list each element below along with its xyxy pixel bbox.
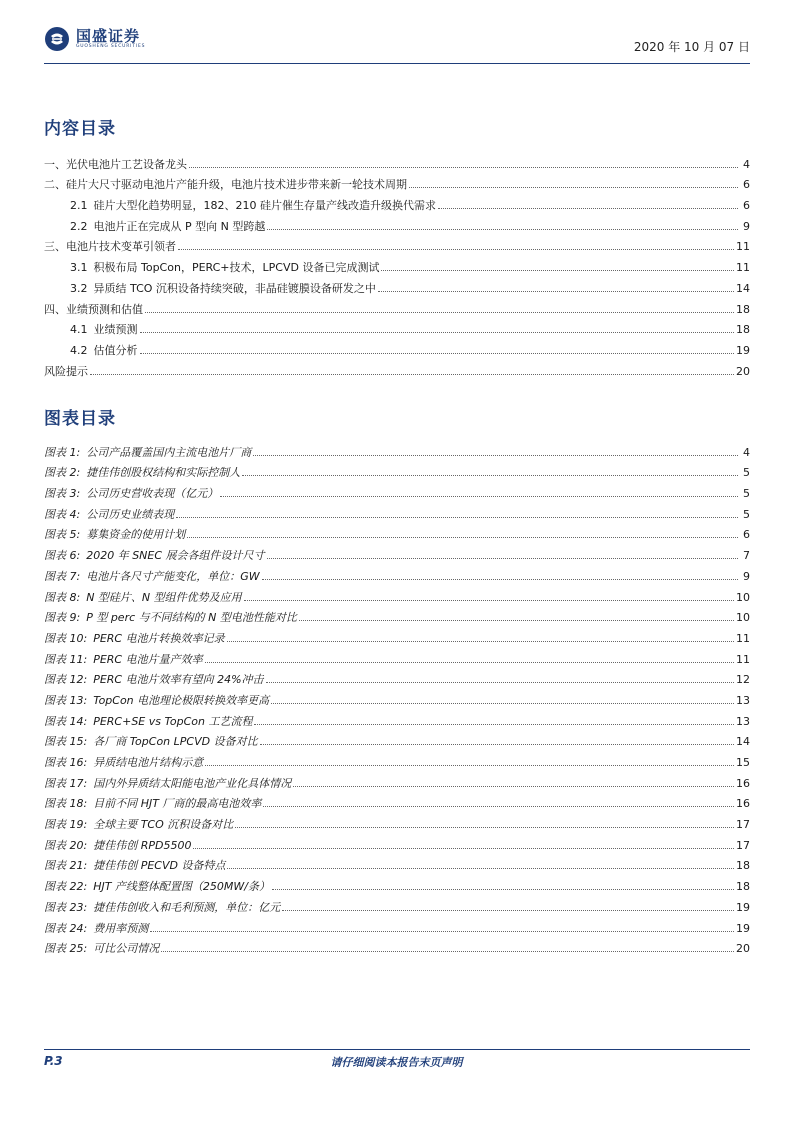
leader-dots (272, 889, 734, 890)
figure-entry[interactable] (44, 541, 750, 562)
figure-entry-text: 各厂商 TopCon LPCVD 设备对比 (93, 735, 258, 749)
figure-entry-number: 图表 14: (44, 714, 88, 728)
brand-name-en: GUOSHENG SECURITIES (76, 44, 146, 49)
figure-entry-number: 图表 18: (44, 797, 88, 811)
figure-entry-label (44, 673, 264, 686)
figure-entry-page: 4 (743, 445, 750, 459)
figure-entry[interactable] (44, 666, 750, 687)
figure-entry-label (44, 549, 265, 562)
figure-entry-text: 公司历史营收表现（亿元） (86, 487, 219, 501)
figure-entry-page: 18 (736, 859, 750, 873)
figure-entry-text: 捷佳伟创 RPD5500 (93, 838, 192, 852)
guosheng-logo-icon (44, 26, 70, 52)
figure-entry-number: 图表 19: (44, 818, 88, 832)
figure-entry-number: 图表 12: (44, 673, 88, 687)
figure-entry-label (44, 735, 258, 748)
leader-dots (193, 848, 734, 849)
toc-entry[interactable] (44, 253, 750, 274)
leader-dots (187, 537, 738, 538)
figure-entry-number: 图表 6: (44, 549, 81, 563)
leader-dots (145, 312, 734, 313)
toc-entry[interactable] (44, 336, 750, 357)
leader-dots (150, 931, 734, 932)
figure-entry-text: 费用率预测 (93, 921, 149, 935)
figure-entry-number: 图表 2: (44, 466, 81, 480)
figure-entry-text: TopCon 电池理论极限转换效率更高 (93, 693, 270, 707)
toc-entry[interactable] (44, 316, 750, 337)
figure-entry-text: 全球主要 TCO 沉积设备对比 (93, 818, 234, 832)
figure-entry-label (44, 859, 225, 872)
toc-entry-page: 19 (736, 343, 750, 357)
figure-entry-number: 图表 20: (44, 838, 88, 852)
figure-entry[interactable] (44, 686, 750, 707)
leader-dots (227, 868, 734, 869)
figure-entry-text: HJT 产线整体配置图（250MW/条） (93, 880, 271, 894)
leader-dots (260, 744, 734, 745)
figure-entry-number: 图表 10: (44, 631, 88, 645)
toc-entry[interactable] (44, 150, 750, 171)
figure-entry-page: 6 (743, 528, 750, 542)
leader-dots (262, 579, 738, 580)
toc-entry-page: 9 (743, 219, 750, 233)
leader-dots (90, 374, 734, 375)
figure-entry-page: 11 (736, 652, 750, 666)
figure-entry-page: 16 (736, 797, 750, 811)
leader-dots (178, 249, 734, 250)
toc-entry-page: 20 (736, 364, 750, 378)
figure-entry-text: PERC 电池片转换效率记录 (93, 631, 225, 645)
figure-entry-text: 募集资金的使用计划 (86, 528, 186, 542)
figure-entry[interactable] (44, 707, 750, 728)
figure-entry-text: 公司产品覆盖国内主流电池片厂商 (86, 445, 252, 459)
leader-dots (267, 558, 738, 559)
toc-entry-text: 硅片大型化趋势明显，182、210 硅片催生存量产线改造升级换代需求 (93, 199, 436, 213)
figure-entry-page: 10 (736, 590, 750, 604)
figure-entry-label (44, 446, 251, 459)
figure-entry[interactable] (44, 604, 750, 625)
figure-entry[interactable] (44, 500, 750, 521)
figure-entry-text: PERC+SE vs TopCon 工艺流程 (93, 714, 253, 728)
figure-entry-label (44, 901, 280, 914)
figure-entry-number: 图表 22: (44, 880, 88, 894)
toc-entry-text: 积极布局 TopCon，PERC+技术，LPCVD 设备已完成测试 (93, 261, 380, 275)
figure-entry-label (44, 839, 191, 852)
figure-entry-page: 20 (736, 942, 750, 956)
toc-entry-label (70, 282, 376, 295)
figure-entry[interactable] (44, 810, 750, 831)
toc-entry-label (44, 178, 407, 191)
leader-dots (227, 641, 734, 642)
figure-entry-text: N 型硅片、N 型组件优势及应用 (86, 590, 242, 604)
leader-dots (267, 229, 738, 230)
toc-entry-label (44, 303, 143, 316)
figure-entry-text: 公司历史业绩表现 (86, 507, 175, 521)
toc-entry-label (44, 158, 187, 171)
figure-entry-number: 图表 11: (44, 652, 88, 666)
figure-entry-page: 19 (736, 921, 750, 935)
toc-entry-number: 4.2 (70, 343, 88, 357)
brand-logo (44, 26, 145, 52)
figure-entry-text: 异质结电池片结构示意 (93, 756, 204, 769)
figure-entry-page: 13 (736, 714, 750, 728)
toc-entry-text: 三、电池片技术变革引领者 (44, 240, 176, 254)
figure-entry[interactable] (44, 935, 750, 956)
leader-dots (263, 806, 734, 807)
figure-entry[interactable] (44, 790, 750, 811)
toc-entry-page: 18 (736, 323, 750, 337)
figure-entry-page: 9 (743, 569, 750, 583)
leader-dots (409, 187, 738, 188)
leader-dots (140, 332, 735, 333)
toc-entry-page: 11 (736, 261, 750, 275)
figure-entry-text: 国内外异质结太阳能电池产业化具体情况 (93, 776, 292, 790)
figure-entry-page: 18 (736, 880, 750, 894)
figure-entry-page: 15 (736, 756, 750, 769)
toc-entry-page: 18 (736, 302, 750, 316)
toc-entry-page: 14 (736, 281, 750, 295)
figure-entry[interactable] (44, 521, 750, 542)
figure-entry-page: 14 (736, 735, 750, 749)
leader-dots (299, 620, 734, 621)
leader-dots (282, 910, 734, 911)
figure-entry-number: 图表 16: (44, 756, 88, 769)
figure-entry-number: 图表 8: (44, 590, 81, 604)
leader-dots (378, 291, 734, 292)
figure-entry-label (44, 653, 203, 666)
leader-dots (254, 724, 734, 725)
figure-entry-number: 图表 9: (44, 611, 81, 625)
disclaimer-note: 请仔细阅读本报告末页声明 (330, 1056, 463, 1069)
figure-entry[interactable] (44, 769, 750, 790)
leader-dots (161, 951, 734, 952)
page-header (44, 26, 750, 58)
leader-dots (381, 270, 734, 271)
figure-entry-label (44, 611, 297, 624)
figure-index-list (44, 438, 750, 955)
figure-entry-page: 13 (736, 693, 750, 707)
figure-entry-page: 19 (736, 900, 750, 914)
figure-entry-label (44, 922, 148, 935)
toc-entry-text: 四、业绩预测和估值 (44, 302, 143, 316)
figure-entry-text: 目前不同 HJT 厂商的最高电池效率 (93, 797, 262, 811)
leader-dots (189, 167, 738, 168)
figure-entry-page: 5 (743, 466, 750, 480)
toc-entry[interactable] (44, 191, 750, 212)
footer-divider (44, 1049, 750, 1050)
figure-entry-label (44, 777, 291, 790)
toc-entry-page: 4 (743, 157, 750, 171)
toc-entry[interactable] (44, 171, 750, 192)
figure-entry[interactable] (44, 583, 750, 604)
toc-entry-label (70, 199, 436, 212)
toc-entry-page: 11 (736, 240, 750, 254)
figure-entry-page: 16 (736, 776, 750, 790)
figure-entry-text: P 型 perc 与不同结构的 N 型电池性能对比 (86, 611, 297, 625)
figure-entry-number: 图表 4: (44, 507, 81, 521)
page-number: P.3 (44, 1054, 63, 1068)
leader-dots (235, 827, 734, 828)
figure-entry[interactable] (44, 728, 750, 749)
figure-entry[interactable] (44, 438, 750, 459)
figure-entry[interactable] (44, 852, 750, 873)
toc-entry[interactable] (44, 274, 750, 295)
figure-entry-label (44, 942, 159, 955)
figure-entry-label (44, 694, 269, 707)
toc-entry-label (70, 323, 138, 336)
figure-entry-text: PERC 电池片效率有望向 24%冲击 (93, 673, 264, 687)
toc-title: 内容目录 (44, 119, 116, 139)
figure-entry-text: 捷佳伟创股权结构和实际控制人 (86, 466, 241, 480)
figure-entry[interactable] (44, 831, 750, 852)
toc-entry-number: 3.2 (70, 281, 88, 295)
figure-entry-text: 捷佳伟创收入和毛利预测，单位：亿元 (93, 900, 281, 914)
report-date: 2020 年 10 月 07 日 (633, 40, 750, 54)
toc-entry-number: 4.1 (70, 323, 88, 337)
leader-dots (220, 496, 738, 497)
figure-entry-label (44, 466, 240, 479)
header-divider (44, 63, 750, 64)
figure-entry-page: 7 (743, 549, 750, 563)
figure-entry-number: 图表 3: (44, 487, 81, 501)
figure-entry[interactable] (44, 914, 750, 935)
toc-entry-text: 异质结 TCO 沉积设备持续突破，非晶硅镀膜设备研发之中 (93, 281, 376, 295)
figure-entry-page: 17 (736, 818, 750, 832)
figure-entry-label (44, 528, 185, 541)
toc-entry-page: 6 (743, 199, 750, 213)
toc-entry-text: 业绩预测 (93, 323, 138, 337)
toc-entry-label (70, 220, 265, 233)
figure-index-title: 图表目录 (44, 409, 116, 429)
toc-entry-number: 2.1 (70, 199, 88, 213)
figure-entry-number: 图表 7: (44, 569, 81, 583)
figure-entry-text: PERC 电池片量产效率 (93, 652, 203, 666)
toc-entry-label (70, 344, 138, 357)
toc-entry-text: 一、光伏电池片工艺设备龙头 (44, 157, 187, 171)
figure-entry-page: 5 (743, 487, 750, 501)
figure-entry-number: 图表 13: (44, 693, 88, 707)
figure-entry-number: 图表 5: (44, 528, 81, 542)
toc-entry-text: 电池片正在完成从 P 型向 N 型跨越 (93, 219, 266, 233)
leader-dots (266, 682, 734, 683)
figure-entry[interactable] (44, 872, 750, 893)
figure-entry-label (44, 756, 203, 769)
toc-entry-number: 2.2 (70, 219, 88, 233)
figure-entry[interactable] (44, 479, 750, 500)
figure-entry-page: 10 (736, 611, 750, 625)
toc-entry-number: 3.1 (70, 261, 88, 275)
figure-entry-label (44, 880, 270, 893)
figure-entry[interactable] (44, 645, 750, 666)
toc-entry-page: 6 (743, 178, 750, 192)
toc-list (44, 150, 750, 378)
figure-entry-page: 17 (736, 838, 750, 852)
toc-entry[interactable] (44, 233, 750, 254)
figure-entry[interactable] (44, 748, 750, 769)
figure-entry[interactable] (44, 624, 750, 645)
leader-dots (205, 765, 734, 766)
figure-entry-number: 图表 24: (44, 921, 88, 935)
figure-entry-text: 捷佳伟创 PECVD 设备特点 (93, 859, 226, 873)
leader-dots (244, 600, 734, 601)
toc-entry-text: 二、硅片大尺寸驱动电池片产能升级，电池片技术进步带来新一轮技术周期 (44, 178, 407, 192)
figure-entry-page: 5 (743, 507, 750, 521)
figure-entry-label (44, 508, 174, 521)
leader-dots (438, 208, 738, 209)
figure-entry-text: 2020 年 SNEC 展会各组件设计尺寸 (86, 549, 265, 563)
figure-entry-number: 图表 17: (44, 776, 88, 790)
figure-entry-label (44, 715, 252, 728)
leader-dots (140, 353, 735, 354)
toc-entry-label (44, 240, 176, 253)
figure-entry-label (44, 797, 261, 810)
figure-entry[interactable] (44, 893, 750, 914)
leader-dots (176, 517, 738, 518)
figure-entry[interactable] (44, 459, 750, 480)
leader-dots (293, 786, 734, 787)
toc-entry[interactable] (44, 212, 750, 233)
figure-entry[interactable] (44, 562, 750, 583)
figure-entry-number: 图表 25: (44, 942, 88, 956)
toc-entry[interactable] (44, 357, 750, 378)
figure-entry-label (44, 487, 218, 500)
figure-entry-page: 12 (736, 673, 750, 687)
figure-entry-number: 图表 21: (44, 859, 88, 873)
leader-dots (242, 475, 738, 476)
toc-entry-text: 风险提示 (44, 364, 88, 378)
leader-dots (271, 703, 734, 704)
figure-entry-text: 可比公司情况 (93, 942, 160, 956)
leader-dots (253, 455, 738, 456)
toc-entry-label (70, 261, 379, 274)
figure-entry-label (44, 818, 233, 831)
figure-entry-number: 图表 15: (44, 735, 88, 749)
figure-entry-label (44, 632, 225, 645)
figure-entry-number: 图表 23: (44, 900, 88, 914)
toc-entry[interactable] (44, 295, 750, 316)
brand-name-cn: 国盛证券 (76, 27, 141, 45)
figure-entry-label (44, 591, 242, 604)
toc-entry-label (44, 365, 88, 378)
figure-entry-number: 图表 1: (44, 445, 81, 459)
figure-entry-label (44, 570, 260, 583)
figure-entry-text: 电池片各尺寸产能变化，单位：GW (86, 569, 260, 583)
toc-entry-text: 估值分析 (93, 343, 138, 357)
leader-dots (205, 662, 734, 663)
figure-entry-page: 11 (736, 631, 750, 645)
